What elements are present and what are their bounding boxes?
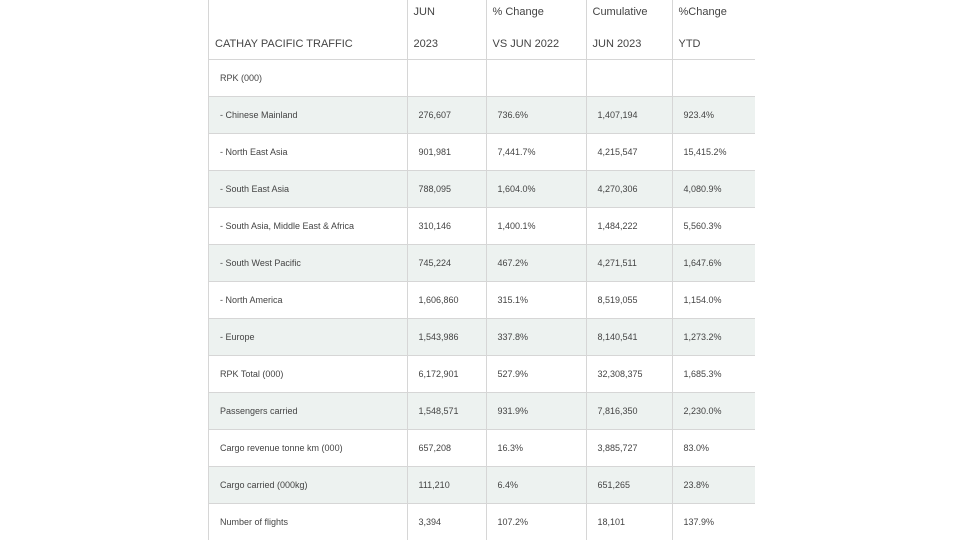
traffic-table: [209, 0, 755, 540]
pct-change-ytd-cell: 15,415.2%: [672, 134, 755, 171]
table-row: [209, 504, 755, 540]
jun-2023-cell: 111,210: [407, 467, 486, 504]
pct-change-cell: 16.3%: [486, 430, 586, 467]
table-row: [209, 282, 755, 319]
row-label-cell: - South East Asia: [209, 171, 407, 208]
table-row: [209, 208, 755, 245]
row-label-cell: - South Asia, Middle East & Africa: [209, 208, 407, 245]
jun-2023-cell: 657,208: [407, 430, 486, 467]
pct-change-ytd-cell: 1,273.2%: [672, 319, 755, 356]
table-row: [209, 319, 755, 356]
pct-change-ytd-cell: 1,154.0%: [672, 282, 755, 319]
row-label-cell: RPK Total (000): [209, 356, 407, 393]
pct-change-ytd-cell: 5,560.3%: [672, 208, 755, 245]
pct-change-ytd-cell: 1,647.6%: [672, 245, 755, 282]
jun-2023-cell: 310,146: [407, 208, 486, 245]
header-pct-change-ytd: [672, 0, 755, 60]
header-label-line1: % Change: [492, 6, 544, 18]
header-label-line2: 2023: [413, 38, 438, 50]
table-body: [209, 60, 755, 540]
pct-change-ytd-cell: 1,685.3%: [672, 356, 755, 393]
jun-2023-cell: 1,606,860: [407, 282, 486, 319]
traffic-table-container: [208, 0, 755, 540]
table-row: [209, 134, 755, 171]
pct-change-ytd-cell: 2,230.0%: [672, 393, 755, 430]
pct-change-cell: 337.8%: [486, 319, 586, 356]
jun-2023-cell: 1,548,571: [407, 393, 486, 430]
row-label-cell: - Europe: [209, 319, 407, 356]
pct-change-cell: 931.9%: [486, 393, 586, 430]
cumulative-cell: 4,270,306: [586, 171, 672, 208]
table-header-row: [209, 0, 755, 60]
header-label-line2: JUN 2023: [592, 38, 642, 50]
header-label: CATHAY PACIFIC TRAFFIC: [215, 38, 353, 50]
pct-change-cell: 467.2%: [486, 245, 586, 282]
cumulative-cell: 32,308,375: [586, 356, 672, 393]
row-label-cell: - Chinese Mainland: [209, 97, 407, 134]
header-label-line1: %Change: [678, 6, 727, 18]
cumulative-cell: 4,215,547: [586, 134, 672, 171]
table-row: [209, 356, 755, 393]
header-cumulative: [586, 0, 672, 60]
header-label-line1: JUN: [413, 6, 435, 18]
jun-2023-cell: 3,394: [407, 504, 486, 540]
header-label-line1: Cumulative: [592, 6, 648, 18]
pct-change-cell: 315.1%: [486, 282, 586, 319]
cumulative-cell: 7,816,350: [586, 393, 672, 430]
jun-2023-cell: 6,172,901: [407, 356, 486, 393]
header-label-line2: YTD: [678, 38, 701, 50]
cumulative-cell: 1,407,194: [586, 97, 672, 134]
row-label-cell: Cargo carried (000kg): [209, 467, 407, 504]
pct-change-cell: 527.9%: [486, 356, 586, 393]
pct-change-ytd-cell: 4,080.9%: [672, 171, 755, 208]
jun-2023-cell: 745,224: [407, 245, 486, 282]
table-row: [209, 467, 755, 504]
row-label-cell: - South West Pacific: [209, 245, 407, 282]
pct-change-cell: 1,400.1%: [486, 208, 586, 245]
jun-2023-cell: 901,981: [407, 134, 486, 171]
pct-change-cell: 736.6%: [486, 97, 586, 134]
cumulative-cell: 651,265: [586, 467, 672, 504]
pct-change-cell: 6.4%: [486, 467, 586, 504]
table-row: [209, 393, 755, 430]
pct-change-cell: 7,441.7%: [486, 134, 586, 171]
header-jun-2023: [407, 0, 486, 60]
pct-change-ytd-cell: 23.8%: [672, 467, 755, 504]
table-row: [209, 60, 755, 97]
cumulative-cell: 1,484,222: [586, 208, 672, 245]
row-label-cell: Passengers carried: [209, 393, 407, 430]
cumulative-cell: 18,101: [586, 504, 672, 540]
row-label-cell: - North America: [209, 282, 407, 319]
cumulative-cell: [586, 60, 672, 97]
cumulative-cell: 8,519,055: [586, 282, 672, 319]
jun-2023-cell: 276,607: [407, 97, 486, 134]
jun-2023-cell: 788,095: [407, 171, 486, 208]
pct-change-ytd-cell: 137.9%: [672, 504, 755, 540]
row-label-cell: - North East Asia: [209, 134, 407, 171]
cumulative-cell: 4,271,511: [586, 245, 672, 282]
header-cathay-pacific-traffic: [209, 0, 407, 60]
row-label-cell: Cargo revenue tonne km (000): [209, 430, 407, 467]
cumulative-cell: 3,885,727: [586, 430, 672, 467]
cumulative-cell: 8,140,541: [586, 319, 672, 356]
jun-2023-cell: [407, 60, 486, 97]
row-label-cell: Number of flights: [209, 504, 407, 540]
pct-change-cell: 107.2%: [486, 504, 586, 540]
header-label-line2: VS JUN 2022: [492, 38, 560, 50]
table-row: [209, 171, 755, 208]
pct-change-cell: 1,604.0%: [486, 171, 586, 208]
table-row: [209, 97, 755, 134]
pct-change-ytd-cell: 923.4%: [672, 97, 755, 134]
table-row: [209, 430, 755, 467]
table-row: [209, 245, 755, 282]
header-pct-change: [486, 0, 586, 60]
pct-change-cell: [486, 60, 586, 97]
pct-change-ytd-cell: [672, 60, 755, 97]
jun-2023-cell: 1,543,986: [407, 319, 486, 356]
row-label-cell: RPK (000): [209, 60, 407, 97]
pct-change-ytd-cell: 83.0%: [672, 430, 755, 467]
